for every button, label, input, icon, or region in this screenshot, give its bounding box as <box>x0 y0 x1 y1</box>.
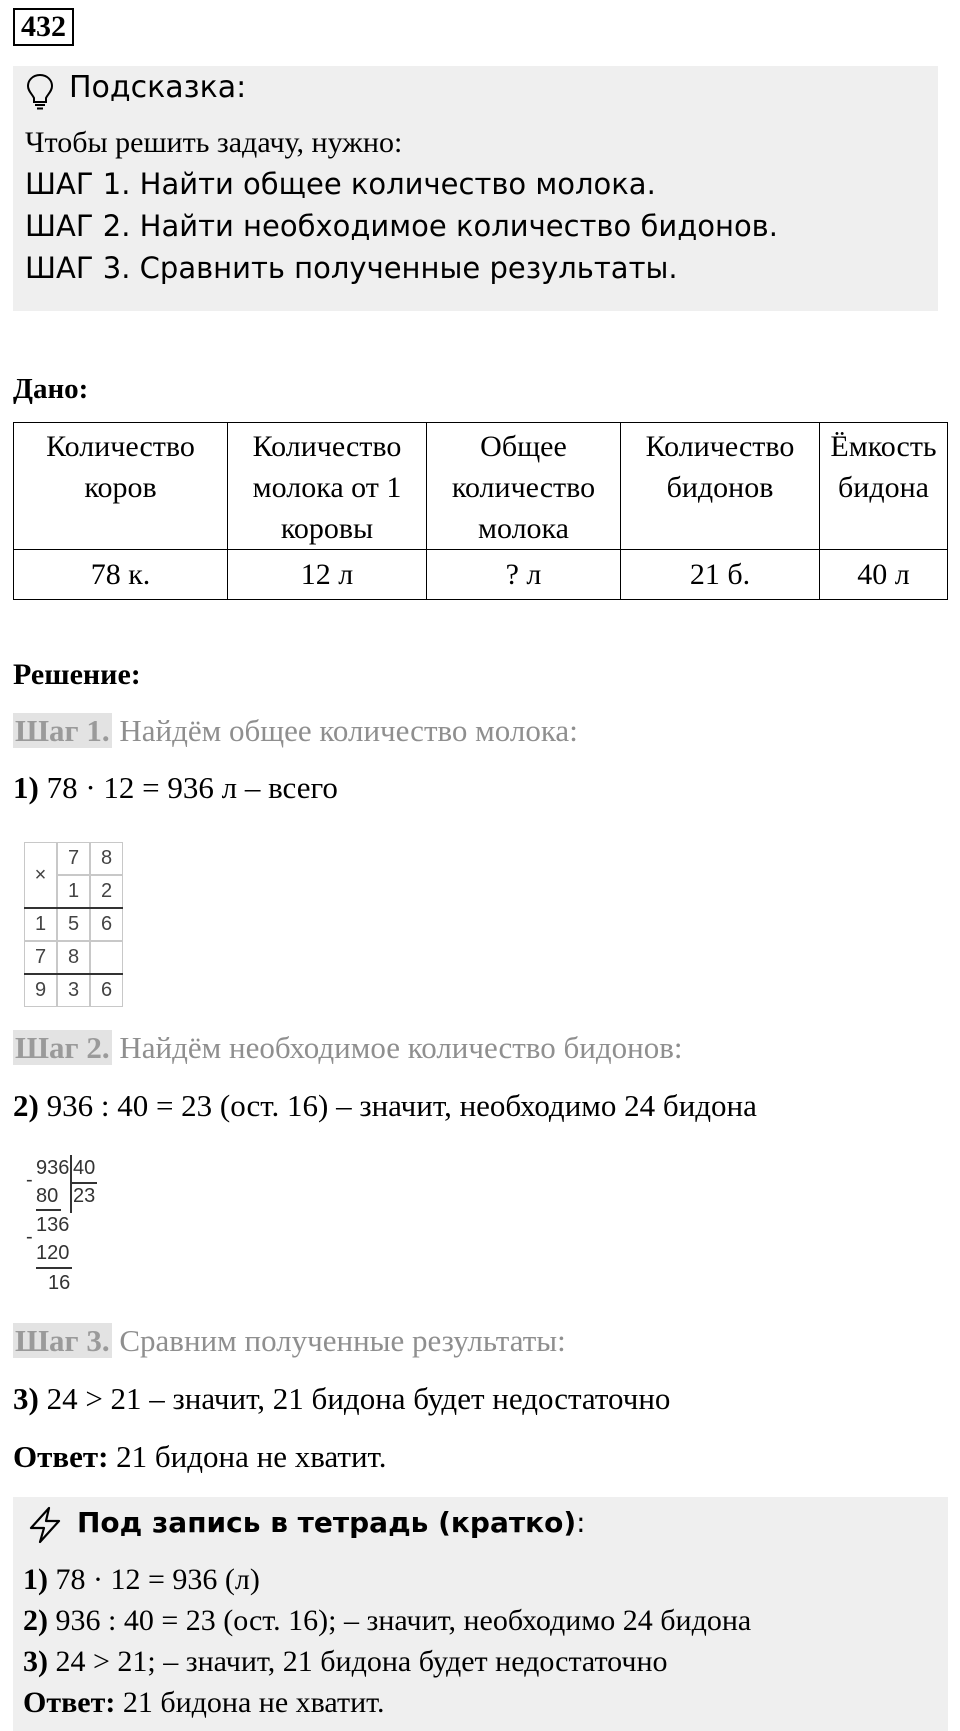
answer-label: Ответ: <box>23 1686 116 1719</box>
step-3-heading <box>13 1323 566 1359</box>
multiply-sign: × <box>24 842 57 908</box>
grid-cell: 6 <box>90 974 123 1007</box>
given-header-row <box>14 423 948 550</box>
grid-cell: 8 <box>90 842 123 875</box>
header-line: Общее <box>480 430 567 463</box>
header-line: Количество <box>252 430 402 463</box>
value-total-milk: ? л <box>427 550 621 600</box>
grid-cell: 3 <box>57 974 90 1007</box>
grid-cell: 7 <box>24 941 57 974</box>
grid-cell: 2 <box>90 875 123 908</box>
grid-cell: 1 <box>57 875 90 908</box>
division-remainder: 16 <box>48 1272 71 1294</box>
header-milk-per-cow <box>228 423 427 550</box>
header-total-milk <box>427 423 621 550</box>
short-box <box>13 1497 948 1731</box>
short-title-colon: : <box>576 1506 586 1539</box>
short-title <box>77 1506 586 1539</box>
header-line: Ёмкость <box>830 430 937 463</box>
division-rule <box>36 1267 72 1269</box>
header-line: количество <box>451 471 596 504</box>
long-division <box>26 1152 106 1302</box>
step-badge: Шаг 3. <box>15 1323 110 1358</box>
header-cans-count <box>621 423 820 550</box>
minus-sign: - <box>26 1226 33 1248</box>
division-bar <box>70 1155 72 1213</box>
hint-intro: Чтобы решить задачу, нужно: <box>25 126 403 159</box>
line-text: 24 > 21; – значит, 21 бидона будет недостаточно <box>48 1645 668 1678</box>
hint-step-text: Сравнить полученные результаты. <box>130 251 678 285</box>
line-number: 2) <box>23 1604 48 1637</box>
answer-line <box>13 1439 387 1475</box>
grid-rule <box>24 907 123 909</box>
division-sub-1: 80 <box>36 1185 59 1207</box>
hint-step-3 <box>25 251 678 285</box>
grid-cell: 7 <box>57 842 90 875</box>
step-badge: Шаг 1. <box>15 713 110 748</box>
grid-cell: 1 <box>24 908 57 941</box>
header-line: бидонов <box>666 471 774 504</box>
value-cans-count: 21 б. <box>621 550 820 600</box>
short-line-1 <box>23 1563 260 1597</box>
hint-step-text: Найти необходимое количество бидонов. <box>130 209 778 243</box>
hint-step-1 <box>25 167 656 201</box>
division-dividend: 936 <box>36 1157 70 1179</box>
task-number: 432 <box>13 8 74 46</box>
header-line: коровы <box>280 512 374 545</box>
given-title: Дано: <box>13 373 89 405</box>
step-text: Найдём общее количество молока: <box>111 713 578 748</box>
division-quotient: 23 <box>73 1185 96 1207</box>
step-2-heading <box>13 1030 682 1066</box>
step-badge: Шаг 2. <box>15 1030 110 1065</box>
answer-text: 21 бидона не хватит. <box>115 1686 385 1719</box>
grid-cell: 9 <box>24 974 57 1007</box>
header-line: коров <box>84 471 157 504</box>
answer-label: Ответ: <box>13 1439 109 1474</box>
line-number: 1) <box>13 770 39 805</box>
hint-step-label: ШАГ 3. <box>25 251 131 285</box>
grid-rule <box>24 973 123 975</box>
solution-line-2 <box>13 1088 757 1124</box>
header-line: Количество <box>46 430 195 463</box>
solution-line-1 <box>13 770 338 806</box>
division-divisor: 40 <box>73 1157 96 1179</box>
value-milk-per-cow: 12 л <box>228 550 427 600</box>
value-cows: 78 к. <box>14 550 228 600</box>
line-number: 2) <box>13 1088 39 1123</box>
solution-line-3 <box>13 1381 670 1417</box>
step-text: Найдём необходимое количество бидонов: <box>111 1030 683 1065</box>
header-line: бидона <box>838 471 929 504</box>
line-number: 1) <box>23 1563 48 1596</box>
division-rem-1: 136 <box>36 1214 70 1236</box>
line-text: 936 : 40 = 23 (ост. 16) – значит, необходимо 24 бидона <box>38 1088 757 1123</box>
short-title-text: Под запись в тетрадь (кратко) <box>77 1506 577 1539</box>
hint-box <box>13 66 938 311</box>
grid-cell: 6 <box>90 908 123 941</box>
header-line: молока <box>478 512 569 545</box>
grid-cell: 8 <box>57 941 90 974</box>
line-number: 3) <box>13 1381 39 1416</box>
answer-text: 21 бидона не хватит. <box>108 1439 387 1474</box>
line-text: 78 · 12 = 936 л – всего <box>38 770 338 805</box>
lightning-icon <box>25 1505 65 1545</box>
line-text: 24 > 21 – значит, 21 бидона будет недостаточно <box>38 1381 671 1416</box>
minus-sign: - <box>26 1169 33 1191</box>
header-can-capacity <box>820 423 948 550</box>
lightbulb-icon <box>25 72 55 112</box>
solution-title: Решение: <box>13 658 141 691</box>
grid-cell: 5 <box>57 908 90 941</box>
line-number: 3) <box>23 1645 48 1678</box>
header-line: Количество <box>645 430 795 463</box>
hint-step-text: Найти общее количество молока. <box>130 167 656 201</box>
grid-cell <box>90 941 123 974</box>
hint-step-label: ШАГ 2. <box>25 209 131 243</box>
short-answer <box>23 1686 384 1720</box>
header-cows <box>14 423 228 550</box>
division-sub-2: 120 <box>36 1242 70 1264</box>
short-line-3 <box>23 1645 668 1679</box>
hint-step-2 <box>25 209 778 243</box>
line-text: 936 : 40 = 23 (ост. 16); – значит, необходимо 24 бидона <box>48 1604 752 1637</box>
given-values-row <box>14 550 948 600</box>
division-rule <box>71 1182 97 1184</box>
header-line: молока от 1 <box>252 471 402 504</box>
short-line-2 <box>23 1604 751 1638</box>
hint-step-label: ШАГ 1. <box>25 167 131 201</box>
division-rule <box>36 1209 61 1211</box>
step-text: Сравним полученные результаты: <box>111 1323 566 1358</box>
value-can-capacity: 40 л <box>820 550 948 600</box>
line-text: 78 · 12 = 936 (л) <box>48 1563 260 1596</box>
given-table <box>13 422 948 600</box>
hint-title: Подсказка: <box>69 70 247 105</box>
step-1-heading <box>13 713 578 749</box>
